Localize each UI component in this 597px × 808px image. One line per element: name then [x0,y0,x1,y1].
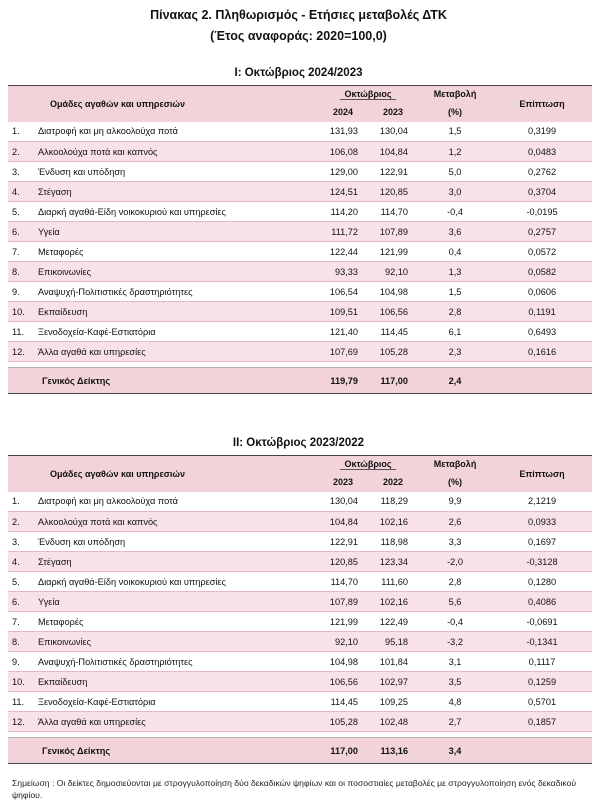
row-impact: 0,5701 [492,692,592,712]
row-index-previous: 92,10 [368,262,418,282]
row-impact: -0,3128 [492,552,592,572]
row-number: 11. [8,322,34,342]
row-index-current: 122,91 [318,532,368,552]
table-row [8,532,592,552]
total-index-current: 119,79 [318,368,368,394]
row-index-previous: 118,98 [368,532,418,552]
row-index-current: 120,85 [318,552,368,572]
row-category: Διαρκή αγαθά-Είδη νοικοκυριού και υπηρεσίες [34,572,318,592]
row-change: 3,1 [418,652,492,672]
column-header-change: Μεταβολή [418,86,492,103]
table-body-1 [8,122,592,394]
row-index-current: 106,56 [318,672,368,692]
table-row [8,552,592,572]
total-index-previous: 117,00 [368,368,418,394]
total-change: 3,4 [418,738,492,764]
table-row [8,592,592,612]
row-index-current: 124,51 [318,182,368,202]
total-label: Γενικός Δείκτης [34,368,318,394]
total-label: Γενικός Δείκτης [34,738,318,764]
row-number: 6. [8,222,34,242]
row-index-previous: 111,60 [368,572,418,592]
row-number: 11. [8,692,34,712]
row-impact: 2,1219 [492,492,592,512]
row-number: 12. [8,712,34,732]
section-title-1: I: Οκτώβριος 2024/2023 [234,67,363,79]
column-header-month: Οκτώβριος [318,86,418,103]
row-category: Ένδυση και υπόδηση [34,532,318,552]
table-row [8,282,592,302]
row-impact: 0,0572 [492,242,592,262]
row-category: Μεταφορές [34,242,318,262]
row-impact: 0,2762 [492,162,592,182]
row-impact: -0,0195 [492,202,592,222]
row-index-current: 114,45 [318,692,368,712]
row-impact: 0,0933 [492,512,592,532]
row-number: 10. [8,302,34,322]
total-number-blank [8,738,34,764]
table-row [8,512,592,532]
table-row [8,162,592,182]
column-header-year-b: 2022 [368,473,418,492]
row-index-previous: 122,91 [368,162,418,182]
row-number: 9. [8,282,34,302]
page-subtitle: (Έτος αναφοράς: 2020=100,0) [210,29,387,43]
row-category: Υγεία [34,592,318,612]
total-index-current: 117,00 [318,738,368,764]
table-row [8,302,592,322]
table-row [8,692,592,712]
table-body-2 [8,492,592,764]
row-number: 5. [8,572,34,592]
column-header-change: Μεταβολή [418,456,492,473]
row-index-current: 107,89 [318,592,368,612]
column-header-month: Οκτώβριος [318,456,418,473]
row-change: 2,8 [418,572,492,592]
row-number: 4. [8,182,34,202]
total-row [8,738,592,764]
row-index-previous: 102,16 [368,592,418,612]
row-category: Στέγαση [34,182,318,202]
total-change: 2,4 [418,368,492,394]
table-row [8,612,592,632]
row-change: -3,2 [418,632,492,652]
row-impact: 0,1857 [492,712,592,732]
column-header-impact: Επίπτωση [492,456,592,492]
column-header-change-unit: (%) [418,473,492,492]
row-category: Επικοινωνίες [34,632,318,652]
row-category: Ξενοδοχεία-Καφέ-Εστιατόρια [34,322,318,342]
row-category: Διατροφή και μη αλκοολούχα ποτά [34,492,318,512]
column-header-year-b: 2023 [368,103,418,122]
row-impact: 0,4086 [492,592,592,612]
row-category: Αλκοολούχα ποτά και καπνός [34,142,318,162]
table-row [8,262,592,282]
row-index-previous: 102,97 [368,672,418,692]
row-category: Αναψυχή-Πολιτιστικές δραστηριότητες [34,652,318,672]
row-index-previous: 105,28 [368,342,418,362]
row-change: 1,5 [418,282,492,302]
row-change: 9,9 [418,492,492,512]
row-index-previous: 130,04 [368,122,418,142]
row-index-previous: 102,48 [368,712,418,732]
row-index-previous: 122,49 [368,612,418,632]
row-index-current: 130,04 [318,492,368,512]
table-row [8,202,592,222]
row-impact: 0,3704 [492,182,592,202]
column-header-change-unit: (%) [418,103,492,122]
table-row [8,342,592,362]
row-index-current: 104,84 [318,512,368,532]
column-header-groups: Ομάδες αγαθών και υπηρεσιών [8,86,318,122]
row-number: 2. [8,512,34,532]
row-change: 2,8 [418,302,492,322]
table-row [8,142,592,162]
row-index-current: 111,72 [318,222,368,242]
row-number: 7. [8,242,34,262]
row-index-previous: 123,34 [368,552,418,572]
row-index-previous: 114,70 [368,202,418,222]
row-index-previous: 106,56 [368,302,418,322]
row-number: 1. [8,122,34,142]
row-index-current: 107,69 [318,342,368,362]
row-category: Ξενοδοχεία-Καφέ-Εστιατόρια [34,692,318,712]
column-header-groups: Ομάδες αγαθών και υπηρεσιών [8,456,318,492]
inflation-table-1 [8,85,592,394]
row-number: 6. [8,592,34,612]
table-row [8,632,592,652]
table-row [8,652,592,672]
row-change: -2,0 [418,552,492,572]
row-index-previous: 109,25 [368,692,418,712]
row-index-previous: 107,89 [368,222,418,242]
row-number: 3. [8,162,34,182]
row-category: Υγεία [34,222,318,242]
row-index-current: 92,10 [318,632,368,652]
row-category: Στέγαση [34,552,318,572]
row-index-current: 131,93 [318,122,368,142]
row-index-previous: 102,16 [368,512,418,532]
row-index-previous: 104,84 [368,142,418,162]
row-index-current: 106,54 [318,282,368,302]
row-change: 3,0 [418,182,492,202]
row-category: Αλκοολούχα ποτά και καπνός [34,512,318,532]
row-impact: 0,1259 [492,672,592,692]
row-change: -0,4 [418,612,492,632]
row-index-current: 122,44 [318,242,368,262]
inflation-table-2 [8,455,592,764]
row-change: 5,0 [418,162,492,182]
table-row [8,492,592,512]
row-category: Διατροφή και μη αλκοολούχα ποτά [34,122,318,142]
row-category: Εκπαίδευση [34,672,318,692]
table-row [8,672,592,692]
total-number-blank [8,368,34,394]
row-impact: 0,3199 [492,122,592,142]
row-impact: 0,2757 [492,222,592,242]
row-change: 1,2 [418,142,492,162]
row-impact: 0,0606 [492,282,592,302]
row-category: Ένδυση και υπόδηση [34,162,318,182]
total-impact-blank [492,368,592,394]
total-impact-blank [492,738,592,764]
row-impact: 0,0582 [492,262,592,282]
row-index-previous: 120,85 [368,182,418,202]
row-change: 5,6 [418,592,492,612]
row-category: Επικοινωνίες [34,262,318,282]
row-change: 1,3 [418,262,492,282]
row-index-current: 129,00 [318,162,368,182]
row-index-previous: 121,99 [368,242,418,262]
table-row [8,712,592,732]
row-index-current: 106,08 [318,142,368,162]
row-number: 1. [8,492,34,512]
footnote: Σημείωση : Οι δείκτες δημοσιεύονται με στρογγυλοποίηση δύο δεκαδικών ψηφίων και οι ποσοστιαίες μεταβολές με στρογγυλοποίηση ενός δεκαδικού ψηφίου. [12,778,577,800]
row-category: Αναψυχή-Πολιτιστικές δραστηριότητες [34,282,318,302]
row-category: Διαρκή αγαθά-Είδη νοικοκυριού και υπηρεσίες [34,202,318,222]
row-number: 5. [8,202,34,222]
table-row [8,322,592,342]
column-header-impact: Επίπτωση [492,86,592,122]
row-change: 2,6 [418,512,492,532]
row-index-current: 121,40 [318,322,368,342]
row-index-previous: 114,45 [368,322,418,342]
row-index-current: 114,70 [318,572,368,592]
row-change: -0,4 [418,202,492,222]
row-impact: 0,0483 [492,142,592,162]
section-title-2: II: Οκτώβριος 2023/2022 [232,437,365,449]
row-impact: 0,1280 [492,572,592,592]
row-category: Μεταφορές [34,612,318,632]
row-number: 3. [8,532,34,552]
row-change: 2,7 [418,712,492,732]
row-number: 8. [8,632,34,652]
row-change: 0,4 [418,242,492,262]
row-index-current: 114,20 [318,202,368,222]
table-row [8,122,592,142]
row-change: 3,6 [418,222,492,242]
row-number: 2. [8,142,34,162]
row-impact: 0,1616 [492,342,592,362]
row-category: Άλλα αγαθά και υπηρεσίες [34,712,318,732]
row-impact: 0,1117 [492,652,592,672]
row-index-current: 109,51 [318,302,368,322]
row-impact: 0,1191 [492,302,592,322]
row-number: 10. [8,672,34,692]
row-impact: -0,0691 [492,612,592,632]
row-index-current: 93,33 [318,262,368,282]
table-row [8,182,592,202]
row-change: 6,1 [418,322,492,342]
column-header-year-a: 2023 [318,473,368,492]
row-index-current: 105,28 [318,712,368,732]
column-header-year-a: 2024 [318,103,368,122]
row-category: Άλλα αγαθά και υπηρεσίες [34,342,318,362]
row-category: Εκπαίδευση [34,302,318,322]
row-change: 3,5 [418,672,492,692]
page-title: Πίνακας 2. Πληθωρισμός - Ετήσιες μεταβολές ΔΤΚ [150,8,447,22]
row-index-current: 104,98 [318,652,368,672]
row-number: 4. [8,552,34,572]
row-index-previous: 118,29 [368,492,418,512]
row-index-previous: 95,18 [368,632,418,652]
row-number: 9. [8,652,34,672]
row-number: 12. [8,342,34,362]
table-row [8,242,592,262]
row-index-previous: 104,98 [368,282,418,302]
row-impact: -0,1341 [492,632,592,652]
row-impact: 0,1697 [492,532,592,552]
row-change: 3,3 [418,532,492,552]
row-change: 4,8 [418,692,492,712]
row-number: 8. [8,262,34,282]
row-impact: 0,6493 [492,322,592,342]
row-index-current: 121,99 [318,612,368,632]
row-number: 7. [8,612,34,632]
row-change: 2,3 [418,342,492,362]
total-index-previous: 113,16 [368,738,418,764]
row-index-previous: 101,84 [368,652,418,672]
row-change: 1,5 [418,122,492,142]
table-row [8,222,592,242]
table-row [8,572,592,592]
total-row [8,368,592,394]
